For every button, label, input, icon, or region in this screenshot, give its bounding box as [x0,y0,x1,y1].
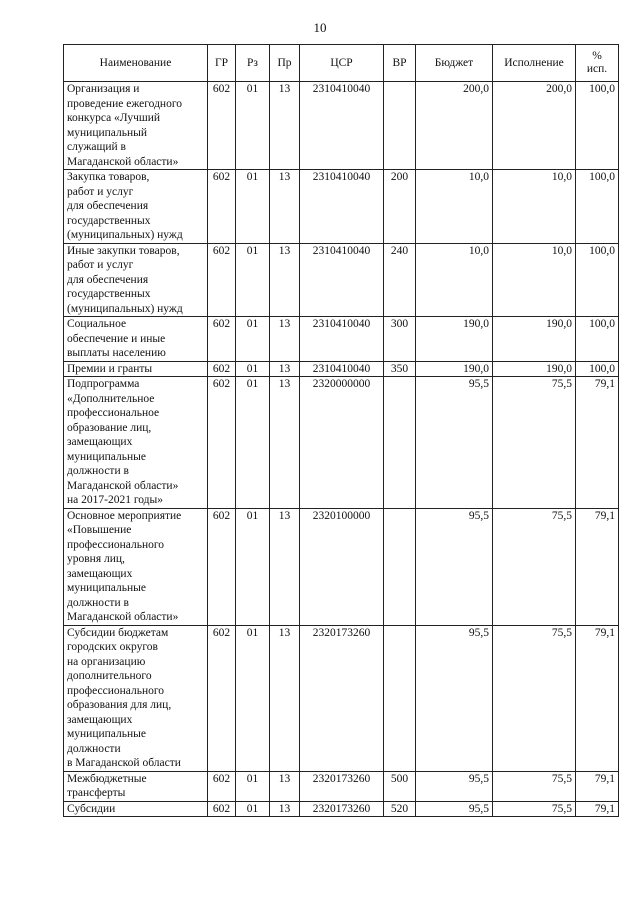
row-name-text: Подпрограмма «Дополнительное профессиональное образование лиц, замещающих муниципальные должности в Магаданской области» на 2017-2021 годы» [67,378,179,506]
cell-percent: 79,1 [576,508,619,625]
cell-name [64,361,208,377]
cell-gr: 602 [208,771,236,801]
cell-pr: 13 [270,801,300,817]
table-row [64,361,619,377]
cell-budget: 200,0 [416,82,493,170]
cell-percent: 100,0 [576,243,619,317]
cell-execution: 10,0 [493,170,576,244]
header-pr: Пр [270,45,300,82]
cell-vr [384,625,416,771]
cell-vr [384,508,416,625]
header-budget: Бюджет [416,45,493,82]
cell-vr [384,82,416,170]
cell-rz: 01 [236,361,270,377]
cell-pr: 13 [270,317,300,362]
cell-execution: 190,0 [493,361,576,377]
table-row [64,771,619,801]
cell-percent: 79,1 [576,771,619,801]
cell-vr [384,377,416,509]
header-csr: ЦСР [300,45,384,82]
cell-csr: 2320000000 [300,377,384,509]
cell-budget: 95,5 [416,508,493,625]
row-name-text: Премии и гранты [67,362,153,375]
cell-name [64,625,208,771]
cell-name [64,170,208,244]
cell-budget: 95,5 [416,801,493,817]
table-row [64,243,619,317]
header-execution: Исполнение [493,45,576,82]
cell-budget: 95,5 [416,771,493,801]
table-row [64,317,619,362]
table-row [64,377,619,509]
cell-pr: 13 [270,243,300,317]
cell-rz: 01 [236,625,270,771]
row-name-text: Социальное обеспечение и иные выплаты населению [67,318,166,359]
cell-name [64,508,208,625]
cell-execution: 75,5 [493,771,576,801]
cell-vr: 240 [384,243,416,317]
header-gr: ГР [208,45,236,82]
cell-execution: 200,0 [493,82,576,170]
cell-rz: 01 [236,243,270,317]
cell-percent: 100,0 [576,170,619,244]
cell-budget: 190,0 [416,317,493,362]
cell-budget: 190,0 [416,361,493,377]
cell-gr: 602 [208,625,236,771]
cell-csr: 2310410040 [300,317,384,362]
cell-execution: 75,5 [493,377,576,509]
cell-vr: 520 [384,801,416,817]
cell-rz: 01 [236,771,270,801]
cell-pr: 13 [270,377,300,509]
row-name-text: Иные закупки товаров, работ и услуг для обеспечения государственных (муниципальных) нужд [67,244,183,315]
cell-pr: 13 [270,625,300,771]
table-header-row [64,45,619,82]
cell-execution: 190,0 [493,317,576,362]
row-name-text: Субсидии бюджетам городских округов на организацию дополнительного профессионального образования для лиц, замещающих муниципальные должности в Магаданской области [67,626,181,769]
cell-name [64,82,208,170]
cell-gr: 602 [208,361,236,377]
cell-execution: 10,0 [493,243,576,317]
cell-rz: 01 [236,508,270,625]
cell-csr: 2310410040 [300,361,384,377]
cell-csr: 2320173260 [300,801,384,817]
cell-csr: 2310410040 [300,243,384,317]
row-name-text: Организация и проведение ежегодного конкурса «Лучший муниципальный служащий в Магаданской области» [67,83,182,168]
header-rz: Рз [236,45,270,82]
cell-gr: 602 [208,82,236,170]
cell-csr: 2320173260 [300,625,384,771]
row-name-text: Закупка товаров, работ и услуг для обеспечения государственных (муниципальных) нужд [67,171,183,241]
cell-percent: 100,0 [576,317,619,362]
cell-percent: 79,1 [576,377,619,509]
cell-rz: 01 [236,377,270,509]
cell-budget: 10,0 [416,170,493,244]
header-percent: % исп. [576,45,619,82]
cell-name [64,377,208,509]
cell-execution: 75,5 [493,625,576,771]
table-row [64,625,619,771]
cell-name [64,243,208,317]
cell-csr: 2320100000 [300,508,384,625]
cell-gr: 602 [208,508,236,625]
cell-execution: 75,5 [493,508,576,625]
cell-pr: 13 [270,771,300,801]
cell-rz: 01 [236,801,270,817]
cell-csr: 2310410040 [300,82,384,170]
cell-vr: 200 [384,170,416,244]
cell-gr: 602 [208,243,236,317]
cell-percent: 100,0 [576,82,619,170]
cell-vr: 500 [384,771,416,801]
cell-csr: 2320173260 [300,771,384,801]
header-name: Наименование [64,45,208,82]
table-row [64,801,619,817]
table-row [64,508,619,625]
row-name-text: Субсидии [67,802,116,815]
cell-pr: 13 [270,361,300,377]
cell-name [64,771,208,801]
row-name-text: Основное мероприятие «Повышение профессионального уровня лиц, замещающих муниципальные должности в Магаданской области» [67,509,182,623]
cell-gr: 602 [208,377,236,509]
cell-percent: 79,1 [576,625,619,771]
cell-gr: 602 [208,801,236,817]
row-name-text: Межбюджетные трансферты [67,772,147,799]
cell-budget: 95,5 [416,377,493,509]
cell-vr: 350 [384,361,416,377]
table-row [64,82,619,170]
cell-pr: 13 [270,82,300,170]
cell-rz: 01 [236,170,270,244]
cell-percent: 79,1 [576,801,619,817]
cell-name [64,317,208,362]
cell-gr: 602 [208,317,236,362]
cell-pr: 13 [270,170,300,244]
header-vr: ВР [384,45,416,82]
cell-csr: 2310410040 [300,170,384,244]
cell-execution: 75,5 [493,801,576,817]
cell-budget: 10,0 [416,243,493,317]
table-row [64,170,619,244]
cell-percent: 100,0 [576,361,619,377]
cell-rz: 01 [236,317,270,362]
cell-gr: 602 [208,170,236,244]
cell-pr: 13 [270,508,300,625]
budget-table [63,44,619,817]
cell-vr: 300 [384,317,416,362]
page-number: 10 [313,20,327,35]
cell-rz: 01 [236,82,270,170]
cell-name [64,801,208,817]
cell-budget: 95,5 [416,625,493,771]
